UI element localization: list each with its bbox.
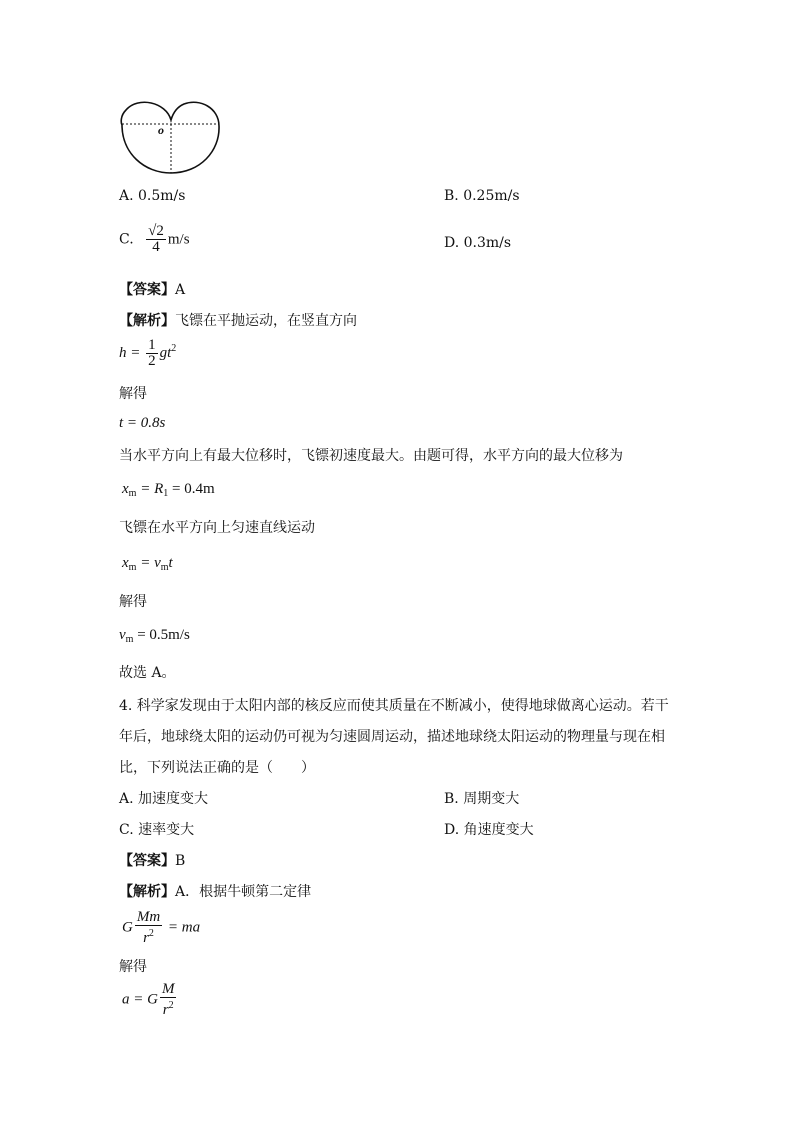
option-c	[119, 224, 190, 255]
q4-stem-line-2: 年后，地球绕太阳的运动仍可视为匀速圆周运动，描述地球绕太阳运动的物理量与现在相	[119, 729, 665, 745]
q4-option-a: A. 加速度变大	[119, 791, 209, 807]
heart-figure	[118, 96, 224, 176]
q4-answer: 【答案】B	[119, 853, 186, 869]
option-c-prefix: C.	[119, 231, 134, 248]
option-c-unit: m/s	[167, 231, 190, 248]
option-c-denominator: 4	[152, 239, 160, 255]
q3-equation-5: $v_m = 0.5m/s$	[119, 627, 190, 645]
option-d: D. 0.3m/s	[444, 235, 512, 251]
option-c-fraction	[146, 224, 166, 255]
q3-solve-1: 解得	[119, 386, 147, 402]
q3-paragraph-3: 飞镖在水平方向上匀速直线运动	[119, 520, 315, 536]
q3-equation-1: h = $\frac{1}{2}$ $gt^2$	[119, 337, 177, 369]
q4-equation-2: a = G $\frac{M}{r^2}$	[122, 981, 175, 1018]
q3-analysis-intro: 【解析】飞镖在平抛运动，在竖直方向	[119, 313, 357, 329]
q3-conclusion: 故选 A。	[119, 665, 176, 681]
q3-paragraph-2: 当水平方向上有最大位移时，飞镖初速度最大。由题可得，水平方向的最大位移为	[119, 448, 623, 464]
q4-analysis-intro: 【解析】A．根据牛顿第二定律	[119, 884, 312, 900]
q4-option-d: D. 角速度变大	[444, 822, 534, 838]
q4-option-c: C. 速率变大	[119, 822, 195, 838]
center-label: o	[158, 123, 164, 137]
option-a: A. 0.5m/s	[119, 188, 186, 204]
q3-equation-3: $x_m = R_1 = 0.4m$	[122, 481, 215, 499]
q4-equation-1: G $\frac{Mm}{r^2}$ = ma	[122, 909, 201, 946]
option-b: B. 0.25m/s	[444, 188, 520, 204]
q4-stem-line-3: 比，下列说法正确的是（ ）	[119, 760, 315, 776]
q3-equation-2: t = 0.8s	[119, 415, 166, 431]
q4-option-b: B. 周期变大	[444, 791, 520, 807]
q3-solve-2: 解得	[119, 594, 147, 610]
q3-equation-4: $x_m = v_mt$	[122, 555, 173, 573]
q4-solve-1: 解得	[119, 959, 147, 975]
q3-answer: 【答案】A	[119, 282, 186, 298]
option-c-numerator: √2	[148, 223, 164, 239]
heart-outline	[121, 102, 219, 173]
q4-stem-line-1: 4. 科学家发现由于太阳内部的核反应而使其质量在不断减小，使得地球做离心运动。若干	[119, 698, 669, 714]
